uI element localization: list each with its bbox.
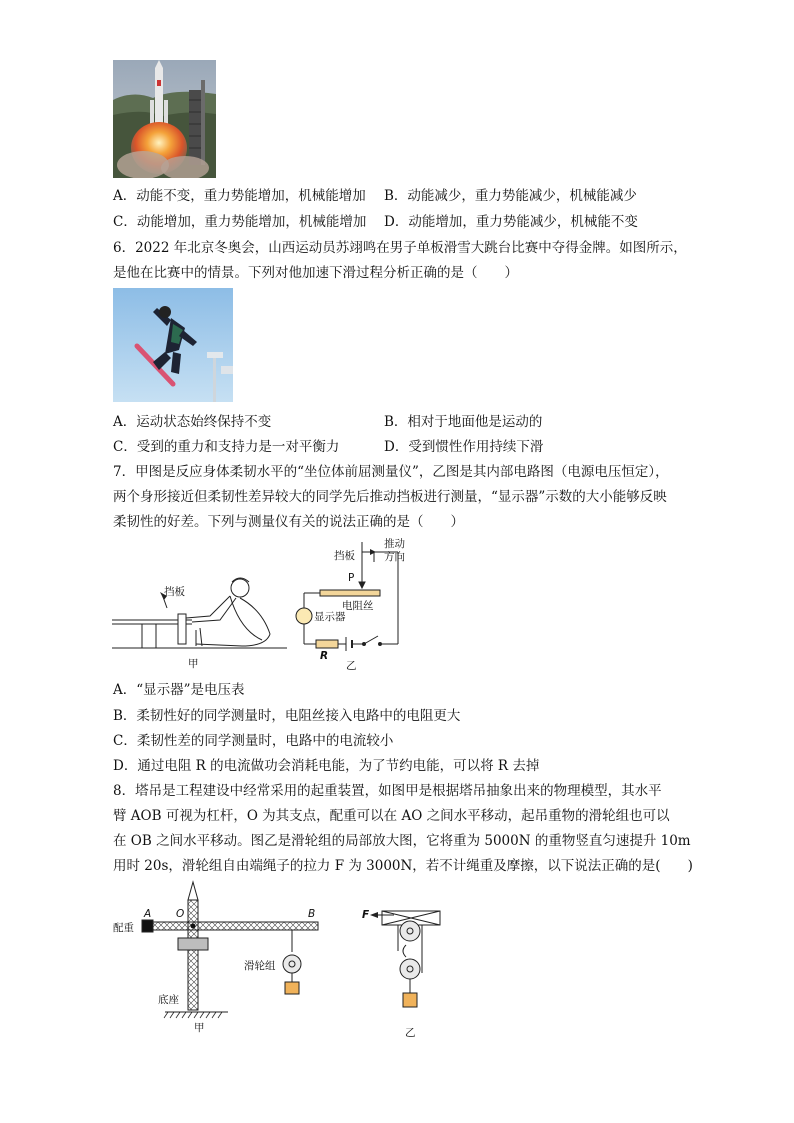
option-d (384, 212, 638, 232)
option-text: 动能增加，重力势能减少，机械能不变 (408, 214, 638, 230)
resistance-wire-label: 电阻丝 (342, 600, 374, 612)
option-text: 相对于地面他是运动的 (407, 414, 543, 430)
option-text: 动能不变，重力势能增加，机械能增加 (136, 188, 366, 204)
option-b (384, 186, 637, 206)
board-label: 挡板 (164, 586, 185, 598)
option-letter: C． (113, 214, 137, 230)
figure-yi-circuit (290, 538, 420, 678)
point-b-label: B (308, 908, 316, 920)
option-letter: D． (113, 758, 138, 774)
option-text: 受到惯性作用持续下滑 (408, 439, 544, 455)
option-letter: A． (113, 188, 137, 204)
slider-p-label: P (348, 572, 355, 584)
option-text: 运动状态始终保持不变 (136, 414, 272, 430)
option-text: 受到的重力和支持力是一对平衡力 (136, 439, 340, 455)
rocket-launch-photo (113, 60, 216, 178)
q6-stem-line-2: 是他在比赛中的情景。下列对他加速下滑过程分析正确的是（ ） (113, 265, 518, 281)
tower-crane-diagram (110, 880, 325, 1020)
option-letter: D． (384, 439, 409, 455)
pulley-block-diagram (360, 905, 450, 1025)
board-label: 挡板 (334, 550, 355, 562)
figure-caption: 乙 (405, 1027, 416, 1039)
option-text: 动能增加，重力势能增加，机械能增加 (136, 214, 367, 230)
option-a (113, 412, 271, 432)
option-letter: B． (113, 708, 137, 724)
rocket-launch-illustration (113, 60, 216, 178)
pulley-block-label: 滑轮组 (244, 960, 276, 972)
option-text: 柔韧性好的同学测量时，电阻丝接入电路中的电阻更大 (136, 708, 461, 724)
q7-stem-line-1: 7．甲图是反应身体柔韧水平的“坐位体前屈测量仪”，乙图是其内部电路图（电源电压恒定）， (113, 464, 669, 480)
option-c (113, 731, 393, 751)
figure-caption: 甲 (188, 658, 199, 670)
option-text: 动能减少，重力势能减少，机械能减少 (407, 188, 637, 204)
q8-stem-line-1: 8．塔吊是工程建设中经常采用的起重装置，如图甲是根据塔吊抽象出来的物理模型，其水平 (113, 783, 662, 799)
option-letter: C． (113, 439, 137, 455)
figure-caption: 乙 (346, 660, 357, 672)
q8-stem-line-4: 用时 20s，滑轮组自由端绳子的拉力 F 为 3000N，若不计绳重及摩擦，以下说法正确的是( ) (113, 858, 693, 874)
option-a (113, 186, 366, 206)
figure-yi-pulley-block (360, 905, 450, 1045)
option-letter: B． (384, 414, 408, 430)
option-b (384, 412, 542, 432)
option-letter: A． (113, 682, 137, 698)
snowboarder-illustration (113, 288, 233, 402)
option-b (113, 706, 460, 726)
option-c (113, 212, 366, 232)
resistor-r-label: R (320, 650, 329, 662)
option-text: 柔韧性差的同学测量时，电路中的电流较小 (136, 733, 394, 749)
point-a-label: A (144, 908, 152, 920)
q8-stem-line-2: 臂 AOB 可视为杠杆，O 为其支点，配重可以在 AO 之间水平移动，起吊重物的滑轮组也可以 (113, 808, 670, 824)
display-meter-label: 显示器 (314, 611, 346, 623)
push-direction-label-1: 推动 (384, 538, 405, 550)
q8-stem-line-3: 在 OB 之间水平移动。图乙是滑轮组的局部放大图，它将重为 5000N 的重物竖直匀速提升 10m (113, 833, 691, 849)
base-label: 底座 (158, 994, 179, 1006)
option-letter: B． (384, 188, 408, 204)
sit-and-reach-illustration (112, 570, 287, 650)
figure-jia-tower-crane (110, 880, 325, 1040)
counterweight-label: 配重 (113, 922, 134, 934)
push-direction-label-2: 方向 (384, 551, 405, 563)
option-a (113, 680, 245, 700)
q6-stem-line-1: 6．2022 年北京冬奥会，山西运动员苏翊鸣在男子单板滑雪大跳台比赛中夺得金牌。如图所示， (113, 240, 687, 256)
option-text: “显示器”是电压表 (136, 682, 245, 698)
force-f-label: F (362, 909, 370, 921)
option-letter: D． (384, 214, 409, 230)
option-c (113, 437, 339, 457)
option-letter: A． (113, 414, 137, 430)
figure-jia-measuring-device (112, 570, 287, 675)
q7-stem-line-2: 两个身形接近但柔韧性差异较大的同学先后推动挡板进行测量，“显示器”示数的大小能够反映 (113, 489, 667, 505)
option-text: 通过电阻 R 的电流做功会消耗电能，为了节约电能，可以将 R 去掉 (137, 758, 540, 774)
snowboarder-photo (113, 288, 233, 402)
q7-stem-line-3: 柔韧性的好差。下列与测量仪有关的说法正确的是（ ） (113, 514, 464, 530)
point-o-label: O (176, 908, 185, 920)
figure-caption: 甲 (194, 1022, 205, 1034)
option-d (113, 756, 539, 776)
option-d (384, 437, 543, 457)
option-letter: C． (113, 733, 137, 749)
